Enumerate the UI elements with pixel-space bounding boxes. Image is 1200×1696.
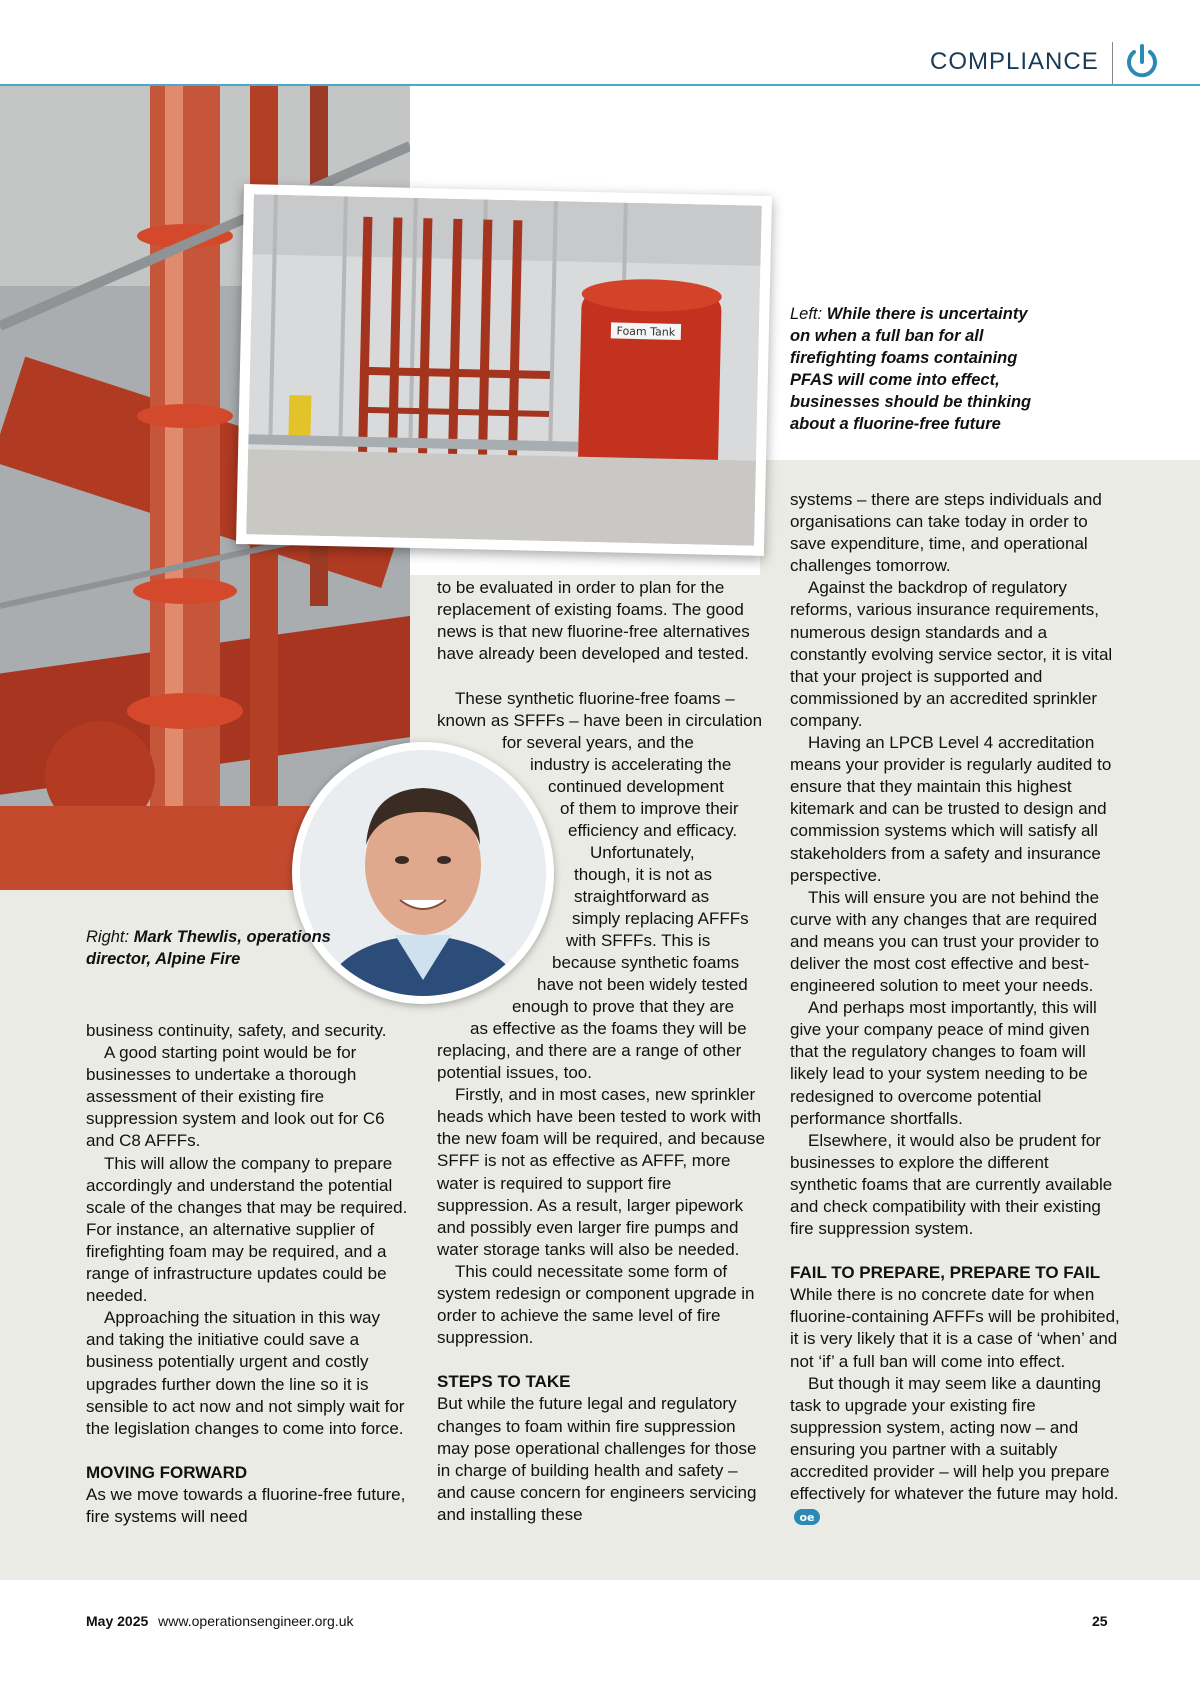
- power-icon: [1122, 42, 1162, 82]
- header-divider: [1112, 42, 1113, 84]
- section-label: COMPLIANCE: [930, 48, 1099, 75]
- paragraph: [790, 1373, 1120, 1528]
- wrap-line: continued development: [548, 777, 724, 796]
- paragraph: This could necessitate some form of system redesign or component upgrade in order to achieve the same level of fire suppression.: [437, 1261, 755, 1348]
- caption-text: While there is uncertainty on when a full ban for all firefighting foams containing PFAS will come into effect, businesses should be thinking about a fluorine-free future: [790, 305, 1032, 433]
- subheading-steps-to-take: STEPS TO TAKE: [437, 1372, 571, 1392]
- wrap-line: for several years, and the: [502, 733, 694, 752]
- wrap-line: of them to improve their: [560, 799, 739, 818]
- paragraph: Having an LPCB Level 4 accreditation means your provider is regularly audited to ensure that they maintain this highest kitemark and can be trusted to design and commission systems which will satisfy all stakeholders from a safety and insurance perspective.: [790, 733, 1112, 885]
- paragraph: business continuity, safety, and security.: [86, 1021, 387, 1040]
- wrap-line: as effective as the foams they will be: [470, 1019, 747, 1038]
- paragraph: This will ensure you are not behind the curve with any changes that are required and means you can trust your provider to deliver the most cost effective and best-engineered solution to meet your needs.: [790, 887, 1100, 996]
- caption-lead: Right:: [86, 928, 130, 946]
- article-column-middle-bottom: [437, 1040, 767, 1526]
- portrait-caption: [86, 926, 386, 970]
- article-column-left: [86, 1020, 411, 1528]
- wrap-line: straightforward as: [574, 887, 710, 906]
- tank-photo-caption: [790, 303, 1050, 435]
- wrap-line: though, it is not as: [574, 865, 712, 884]
- article-column-middle-top: [437, 577, 767, 665]
- paragraph: This will allow the company to prepare accordingly and understand the potential scale of the changes that may be required. For instance, an alternative supplier of firefighting foam may be required, and a range of infrastructure updates could be needed.: [86, 1153, 408, 1306]
- caption-lead: Left:: [790, 305, 823, 323]
- subheading-moving-forward: MOVING FORWARD: [86, 1462, 248, 1482]
- tank-label: Foam Tank: [616, 324, 676, 339]
- caption-text: Mark Thewlis, operations director, Alpine Fire: [86, 928, 331, 968]
- paragraph: Against the backdrop of regulatory reforms, various insurance requirements, numerous design standards and a constantly evolving service sector, it is vital that your project is supported and commissioned by an accredited sprinkler company.: [790, 578, 1113, 730]
- subheading-fail-to-prepare: FAIL TO PREPARE, PREPARE TO FAIL: [790, 1263, 1101, 1283]
- wrap-line: known as SFFFs – have been in circulation: [437, 711, 763, 730]
- page-number: 25: [1092, 1613, 1108, 1629]
- wrap-line: with SFFFs. This is: [566, 931, 711, 950]
- end-mark-text: oe: [799, 1510, 815, 1524]
- paragraph: to be evaluated in order to plan for the replacement of existing foams. The good news is that new fluorine-free alternatives have already been developed and tested.: [437, 578, 750, 664]
- paragraph-text: But though it may seem like a daunting task to upgrade your existing fire suppression system, acting now – and ensuring you partner with a suitably accredited provider – will help you prepare effectively for whatever the future may hold.: [790, 1373, 1119, 1504]
- foam-tank-photo: [236, 184, 772, 556]
- paragraph: systems – there are steps individuals and organisations can take today in order to save expenditure, time, and operational challenges tomorrow.: [790, 490, 1102, 576]
- paragraph: A good starting point would be for businesses to undertake a thorough assessment of their existing fire suppression system and look out for C6 and C8 AFFFs.: [86, 1043, 385, 1151]
- paragraph: But while the future legal and regulatory changes to foam within fire suppression may pose operational challenges for those in charge of building health and safety – and cause concern for engineers servicing and installing these: [437, 1394, 757, 1524]
- oe-end-mark-icon: [794, 1509, 820, 1525]
- paragraph: And perhaps most importantly, this will give your company peace of mind given that the regulatory changes to foam will likely lead to your system needing to be redesigned to overcome potential performance shortfalls.: [790, 998, 1097, 1128]
- website-link[interactable]: www.operationsengineer.org.uk: [158, 1613, 354, 1629]
- paragraph: While there is no concrete date for when fluorine-containing AFFFs will be prohibited, it is very likely that it is a case of ‘when’ and not ‘if’ a full ban will come into effect.: [790, 1285, 1120, 1371]
- wrap-line: These synthetic fluorine-free foams –: [455, 689, 735, 708]
- wrap-line: efficiency and efficacy.: [568, 821, 738, 840]
- wrap-line: because synthetic foams: [552, 953, 740, 972]
- paragraph: As we move towards a fluorine-free future, fire systems will need: [86, 1484, 406, 1526]
- paragraph: Firstly, and in most cases, new sprinkler heads which have been tested to work with the new foam will be required, and because SFFF is not as effective as AFFF, more water is required to support fire suppression. As a result, larger pipework and possibly even larger fire pumps and water storage tanks will also be needed.: [437, 1085, 765, 1259]
- paragraph: Approaching the situation in this way and taking the initiative could save a business potentially urgent and costly upgrades further down the line so it is sensible to act now and not simply wait for the legislation changes to come into force.: [86, 1308, 405, 1438]
- paragraph: Elsewhere, it would also be prudent for businesses to explore the different synthetic foams that are currently available and check compatibility with their existing fire suppression system.: [790, 1130, 1113, 1239]
- wrap-line: enough to prove that they are: [512, 997, 735, 1016]
- footer: [86, 1613, 354, 1629]
- wrap-line: industry is accelerating the: [530, 755, 732, 774]
- wrap-line: simply replacing AFFFs: [572, 909, 749, 928]
- wrap-line: have not been widely tested: [537, 975, 748, 994]
- paragraph: replacing, and there are a range of other potential issues, too.: [437, 1041, 742, 1083]
- issue-date: May 2025: [86, 1613, 149, 1629]
- wrap-line: Unfortunately,: [590, 843, 695, 862]
- article-column-right: [790, 489, 1120, 1527]
